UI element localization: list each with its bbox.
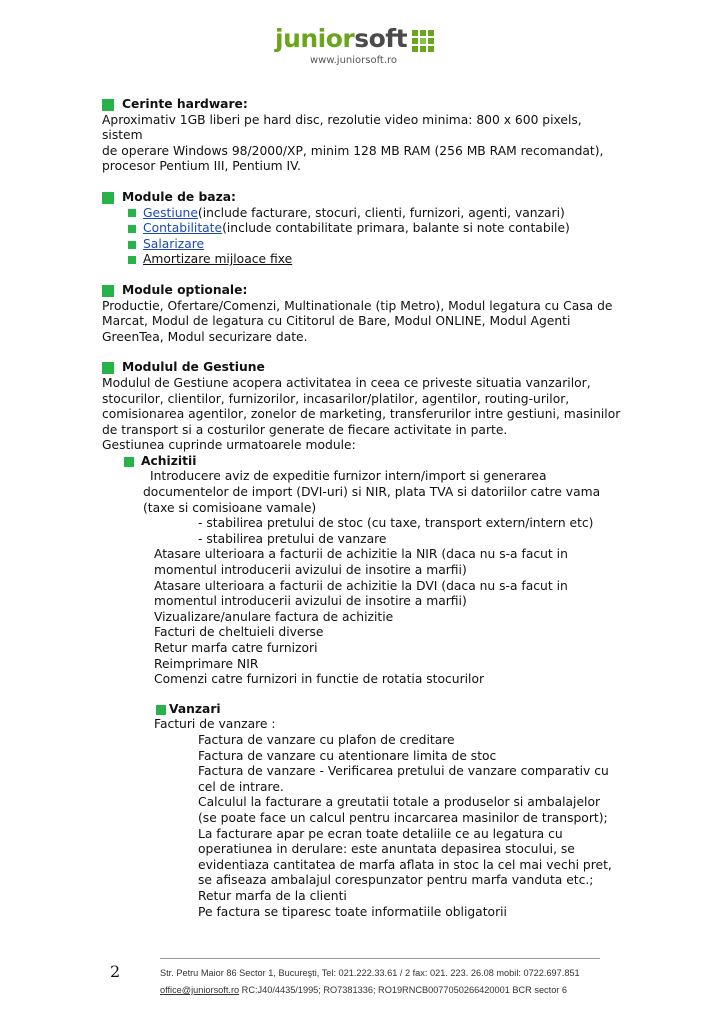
gestiune-line: stocurilor, clientilor, furnizorilor, incasarilor/platilor, agentilor, routing-urilor, — [102, 391, 570, 406]
vanzari-item: La facturare apar pe ecran toate detaliile ce au legatura cu — [198, 826, 563, 841]
module-desc: (include contabilitate primara, balante si note contabile) — [222, 221, 570, 236]
vanzari-item: Pe factura se tiparesc toate informatiile obligatorii — [198, 904, 507, 919]
achizitii-item: momentul introducerii avizului de insotire a marfii) — [154, 594, 467, 609]
achizitii-sub: - stabilirea pretului de vanzare — [198, 531, 387, 546]
gestiune-link[interactable]: Gestiune — [143, 205, 198, 220]
bullet-icon — [128, 225, 136, 233]
base-modules-header — [102, 190, 622, 206]
hardware-line: de operare Windows 98/2000/XP, minim 128 MB RAM (256 MB RAM recomandat), — [102, 143, 604, 158]
footer-registration-text: RC:J40/4435/1995; RO7381336; RO19RNCB0077050266420001 BCR sector 6 — [239, 985, 568, 995]
module-item-salarizare — [128, 237, 622, 253]
salarizare-link[interactable]: Salarizare — [143, 236, 205, 251]
gestiune-line: comisionarea agentilor, zonelor de marketing, transferurilor intre gestiuni, masinilor — [102, 407, 621, 422]
footer-address: Str. Petru Maior 86 Sector 1, Bucureşti, Tel: 021.222.33.61 / 2 fax: 021. 223. 26.08 mobil: 0722.697.851 — [160, 968, 580, 978]
contabilitate-link[interactable]: Contabilitate — [143, 221, 223, 236]
vanzari-header — [156, 702, 622, 718]
module-desc: (include facturare, stocuri, clienti, furnizori, agenti, vanzari) — [197, 205, 565, 220]
document-body — [102, 97, 622, 920]
gestiune-header — [102, 360, 622, 376]
vanzari-item: evidentiaza cantitatea de marfa aflata in stoc la cel mai vechi pret, — [198, 857, 612, 872]
green-square-icon — [102, 192, 114, 204]
optional-modules-section — [102, 283, 622, 345]
vanzari-intro: Facturi de vanzare : — [154, 717, 276, 732]
bullet-icon — [128, 209, 136, 217]
vanzari-item: Factura de vanzare cu atentionare limita de stoc — [198, 748, 497, 763]
module-item-gestiune — [128, 206, 622, 222]
green-square-icon — [102, 362, 114, 374]
vanzari-title: Vanzari — [169, 701, 221, 716]
logo-wordmark — [275, 24, 407, 54]
hardware-title: Cerinte hardware: — [122, 97, 248, 111]
optional-line: Marcat, Modul de legatura cu Cititorul de Bare, Modul ONLINE, Modul Agenti — [102, 314, 571, 329]
vanzari-item: Factura de vanzare - Verificarea pretului de vanzare comparativ cu — [198, 764, 609, 779]
optional-modules-header — [102, 283, 622, 299]
logo-soft: soft — [354, 24, 408, 53]
bullet-icon — [128, 241, 136, 249]
green-square-icon — [102, 285, 114, 297]
achizitii-intro: (taxe si comisioane vamale) — [143, 500, 317, 515]
vanzari-item: se afiseaza ambalajul corespunzator pentru marfa vanduta etc.; — [198, 873, 594, 888]
optional-modules-title: Module optionale: — [122, 282, 248, 297]
achizitii-item: Comenzi catre furnizori in functie de rotatia stocurilor — [154, 672, 485, 687]
hardware-header — [102, 97, 622, 113]
achizitii-sub: - stabilirea pretului de stoc (cu taxe, transport extern/intern etc) — [198, 516, 594, 531]
vanzari-item: cel de intrare. — [198, 779, 284, 794]
achizitii-item: Vizualizare/anulare factura de achizitie — [154, 609, 394, 624]
base-modules-title: Module de baza: — [122, 189, 236, 204]
gestiune-line: Modulul de Gestiune acopera activitatea in ceea ce priveste situatia vanzarilor, — [102, 375, 591, 390]
logo-grid-icon — [412, 30, 434, 52]
achizitii-item: Atasare ulterioara a facturii de achizitie la NIR (daca nu s-a facut in — [154, 547, 568, 562]
base-modules-section — [102, 190, 622, 268]
achizitii-title: Achizitii — [141, 453, 197, 468]
website-url: www.juniorsoft.ro — [310, 55, 398, 66]
gestiune-line: Gestiunea cuprinde urmatoarele module: — [102, 438, 356, 453]
achizitii-item: Reimprimare NIR — [154, 656, 259, 671]
optional-line: Productie, Ofertare/Comenzi, Multinationale (tip Metro), Modul legatura cu Casa de — [102, 298, 613, 313]
module-item-amortizare — [128, 252, 622, 268]
vanzari-item: operatiunea in derulare: este anuntata depasirea stocului, se — [198, 842, 575, 857]
gestiune-title: Modulul de Gestiune — [122, 360, 265, 375]
vanzari-item: Retur marfa de la clienti — [198, 888, 347, 903]
achizitii-item: momentul introducerii avizului de insotire a marfii) — [154, 563, 467, 578]
vanzari-item: Factura de vanzare cu plafon de creditare — [198, 732, 455, 747]
amortizare-link[interactable]: Amortizare mijloace fixe — [143, 252, 293, 267]
footer-divider — [160, 958, 600, 959]
optional-line: GreenTea, Modul securizare date. — [102, 329, 308, 344]
hardware-line: procesor Pentium III, Pentium IV. — [102, 159, 301, 174]
gestiune-section — [102, 360, 622, 920]
achizitii-header — [124, 454, 622, 470]
hardware-line: Aproximativ 1GB liberi pe hard disc, rezolutie video minima: 800 x 600 pixels, sistem — [102, 112, 582, 143]
vanzari-item: Calculul la facturare a greutatii totale a produselor si ambalajelor — [198, 795, 601, 810]
achizitii-item: Retur marfa catre furnizori — [154, 641, 318, 655]
module-item-contabilitate — [128, 221, 622, 237]
bullet-icon — [124, 457, 134, 467]
footer-registration — [160, 985, 567, 995]
footer-email-link[interactable]: office@juniorsoft.ro — [160, 985, 240, 995]
hardware-section — [102, 97, 622, 175]
achizitii-item: Facturi de cheltuieli diverse — [154, 625, 324, 640]
achizitii-item: Atasare ulterioara a facturii de achizitie la DVI (daca nu s-a facut in — [154, 578, 568, 593]
page-number: 2 — [110, 962, 121, 981]
bullet-icon — [156, 705, 166, 715]
vanzari-item: (se poate face un calcul pentru incarcarea masinilor de transport); — [198, 810, 608, 825]
juniorsoft-logo — [275, 24, 440, 72]
gestiune-line: de transport si a costurilor generate de fiecare activitate in parte. — [102, 422, 508, 437]
achizitii-intro: documentelor de import (DVI-uri) si NIR, plata TVA si datoriilor catre vama — [143, 485, 601, 500]
bullet-icon — [128, 256, 136, 264]
logo-junior: junior — [275, 24, 355, 53]
green-square-icon — [102, 99, 114, 111]
achizitii-intro: Introducere aviz de expeditie furnizor intern/import si generarea — [150, 469, 547, 484]
